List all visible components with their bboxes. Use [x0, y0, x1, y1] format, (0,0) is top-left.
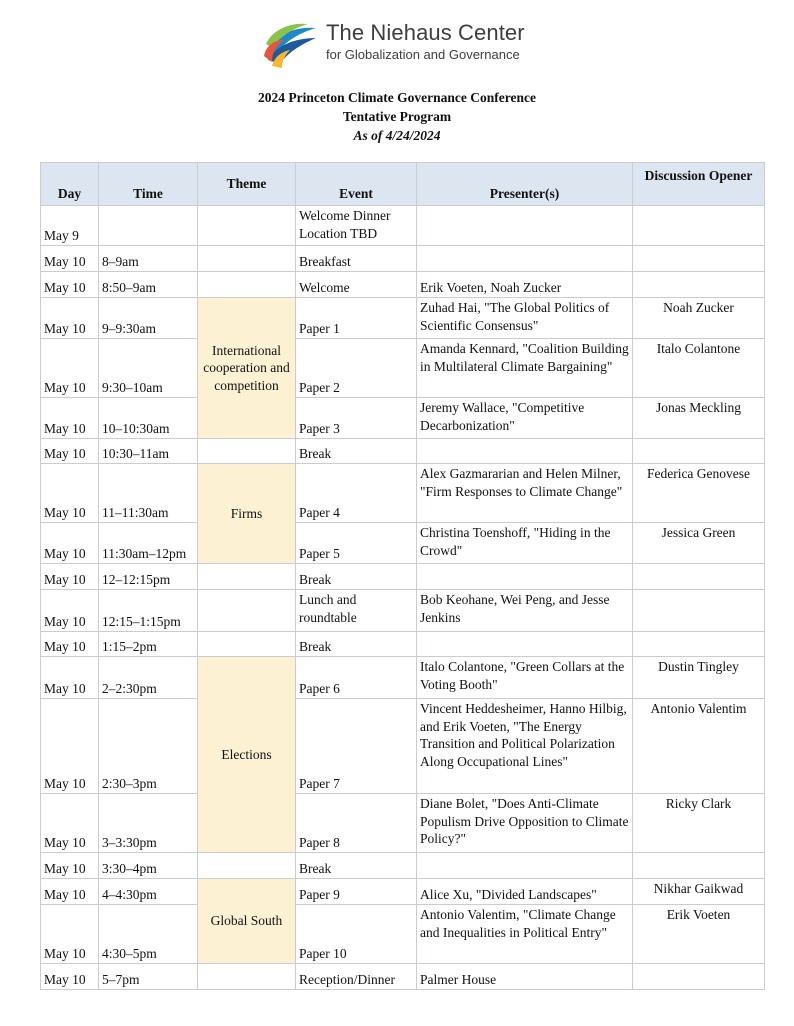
cell-day: May 10 [41, 657, 99, 699]
cell-presenters: Diane Bolet, "Does Anti-Climate Populism Drive Opposition to Climate Policy?" [417, 794, 633, 853]
cell-theme-empty [198, 853, 296, 879]
cell-theme-empty [198, 206, 296, 246]
cell-opener: Erik Voeten [633, 905, 765, 964]
cell-presenters [417, 632, 633, 657]
cell-opener [633, 272, 765, 298]
table-row [41, 879, 765, 905]
cell-event: Paper 8 [296, 794, 417, 853]
cell-opener: Jessica Green [633, 523, 765, 564]
cell-time: 2–2:30pm [99, 657, 198, 699]
cell-opener [633, 564, 765, 590]
cell-day: May 10 [41, 564, 99, 590]
cell-opener [633, 590, 765, 632]
table-row [41, 657, 765, 699]
cell-event: Welcome Dinner Location TBD [296, 206, 417, 246]
cell-event: Paper 5 [296, 523, 417, 564]
cell-day: May 10 [41, 464, 99, 523]
table-row [41, 699, 765, 794]
cell-day: May 10 [41, 794, 99, 853]
cell-time: 5–7pm [99, 964, 198, 990]
cell-presenters: Palmer House [417, 964, 633, 990]
cell-opener: Dustin Tingley [633, 657, 765, 699]
cell-time: 11:30am–12pm [99, 523, 198, 564]
cell-opener [633, 632, 765, 657]
table-row [41, 439, 765, 464]
cell-presenters [417, 853, 633, 879]
theme-firms: Firms [198, 464, 296, 564]
org-name: The Niehaus Center [326, 20, 525, 45]
cell-day: May 10 [41, 632, 99, 657]
niehaus-logo [262, 20, 562, 72]
cell-time: 9–9:30am [99, 298, 198, 339]
cell-time: 1:15–2pm [99, 632, 198, 657]
cell-event: Lunch and roundtable [296, 590, 417, 632]
cell-theme-empty [198, 590, 296, 632]
niehaus-emblem-icon [262, 20, 320, 70]
cell-opener: Jonas Meckling [633, 398, 765, 439]
cell-day: May 10 [41, 879, 99, 905]
table-row [41, 590, 765, 632]
cell-opener [633, 206, 765, 246]
table-row [41, 298, 765, 339]
cell-event: Break [296, 632, 417, 657]
cell-time: 3–3:30pm [99, 794, 198, 853]
cell-time: 8:50–9am [99, 272, 198, 298]
cell-day: May 10 [41, 339, 99, 398]
cell-event: Break [296, 853, 417, 879]
table-row [41, 523, 765, 564]
cell-time: 9:30–10am [99, 339, 198, 398]
cell-time: 4–4:30pm [99, 879, 198, 905]
cell-presenters: Vincent Heddesheimer, Hanno Hilbig, and Erik Voeten, "The Energy Transition and Political Polarization Along Occupational Lines" [417, 699, 633, 794]
cell-event: Break [296, 439, 417, 464]
cell-opener [633, 246, 765, 272]
cell-day: May 9 [41, 206, 99, 246]
cell-opener: Nikhar Gaikwad [633, 879, 765, 905]
cell-opener [633, 853, 765, 879]
cell-event: Paper 4 [296, 464, 417, 523]
table-row [41, 564, 765, 590]
col-header-day: Day [41, 163, 99, 206]
cell-day: May 10 [41, 523, 99, 564]
cell-event: Welcome [296, 272, 417, 298]
cell-presenters: Bob Keohane, Wei Peng, and Jesse Jenkins [417, 590, 633, 632]
cell-theme-empty [198, 964, 296, 990]
conference-title: 2024 Princeton Climate Governance Conference [258, 90, 536, 105]
table-row [41, 398, 765, 439]
cell-event: Reception/Dinner [296, 964, 417, 990]
cell-presenters [417, 246, 633, 272]
cell-event: Paper 1 [296, 298, 417, 339]
cell-time: 10:30–11am [99, 439, 198, 464]
cell-day: May 10 [41, 398, 99, 439]
cell-day: May 10 [41, 246, 99, 272]
program-table [40, 162, 765, 990]
theme-international-cooperation: International cooperation and competition [198, 298, 296, 439]
cell-event: Paper 2 [296, 339, 417, 398]
cell-theme-empty [198, 632, 296, 657]
cell-event: Break [296, 564, 417, 590]
cell-time: 11–11:30am [99, 464, 198, 523]
col-header-event: Event [296, 163, 417, 206]
cell-presenters: Zuhad Hai, "The Global Politics of Scientific Consensus" [417, 298, 633, 339]
table-row [41, 206, 765, 246]
cell-day: May 10 [41, 964, 99, 990]
cell-opener: Federica Genovese [633, 464, 765, 523]
table-row [41, 464, 765, 523]
cell-event: Paper 9 [296, 879, 417, 905]
cell-opener: Antonio Valentim [633, 699, 765, 794]
table-row [41, 339, 765, 398]
cell-day: May 10 [41, 439, 99, 464]
cell-presenters: Jeremy Wallace, "Competitive Decarbonization" [417, 398, 633, 439]
cell-theme-empty [198, 439, 296, 464]
cell-presenters: Alice Xu, "Divided Landscapes" [417, 879, 633, 905]
cell-time: 8–9am [99, 246, 198, 272]
cell-presenters: Christina Toenshoff, "Hiding in the Crowd" [417, 523, 633, 564]
cell-time: 10–10:30am [99, 398, 198, 439]
col-header-opener: Discussion Opener [633, 163, 765, 206]
cell-theme-empty [198, 272, 296, 298]
cell-presenters: Amanda Kennard, "Coalition Building in Multilateral Climate Bargaining" [417, 339, 633, 398]
table-row [41, 905, 765, 964]
cell-presenters: Alex Gazmararian and Helen Milner, "Firm Responses to Climate Change" [417, 464, 633, 523]
cell-presenters: Erik Voeten, Noah Zucker [417, 272, 633, 298]
cell-event: Paper 3 [296, 398, 417, 439]
cell-opener [633, 964, 765, 990]
as-of-date: As of 4/24/2024 [353, 128, 441, 143]
cell-event: Paper 7 [296, 699, 417, 794]
cell-day: May 10 [41, 699, 99, 794]
cell-time: 12:15–1:15pm [99, 590, 198, 632]
cell-event: Paper 10 [296, 905, 417, 964]
cell-day: May 10 [41, 298, 99, 339]
table-row [41, 246, 765, 272]
table-row [41, 632, 765, 657]
cell-day: May 10 [41, 272, 99, 298]
cell-event: Paper 6 [296, 657, 417, 699]
cell-opener: Noah Zucker [633, 298, 765, 339]
cell-presenters [417, 206, 633, 246]
cell-presenters [417, 439, 633, 464]
col-header-presenters: Presenter(s) [417, 163, 633, 206]
theme-elections: Elections [198, 657, 296, 853]
cell-time: 3:30–4pm [99, 853, 198, 879]
cell-presenters [417, 564, 633, 590]
theme-global-south: Global South [198, 879, 296, 964]
col-header-time: Time [99, 163, 198, 206]
cell-event: Breakfast [296, 246, 417, 272]
header-row [41, 163, 765, 206]
cell-presenters: Antonio Valentim, "Climate Change and Inequalities in Political Entry" [417, 905, 633, 964]
cell-time: 4:30–5pm [99, 905, 198, 964]
table-row [41, 853, 765, 879]
cell-theme-empty [198, 246, 296, 272]
cell-day: May 10 [41, 905, 99, 964]
cell-opener [633, 439, 765, 464]
org-subtitle: for Globalization and Governance [326, 47, 520, 62]
table-row [41, 964, 765, 990]
cell-presenters: Italo Colantone, "Green Collars at the Voting Booth" [417, 657, 633, 699]
table-row [41, 794, 765, 853]
cell-day: May 10 [41, 590, 99, 632]
cell-day: May 10 [41, 853, 99, 879]
cell-theme-empty [198, 564, 296, 590]
program-subtitle: Tentative Program [342, 109, 452, 124]
cell-time: 12–12:15pm [99, 564, 198, 590]
cell-opener: Italo Colantone [633, 339, 765, 398]
cell-time: 2:30–3pm [99, 699, 198, 794]
table-row [41, 272, 765, 298]
cell-opener: Ricky Clark [633, 794, 765, 853]
cell-time [99, 206, 198, 246]
col-header-theme: Theme [198, 163, 296, 206]
